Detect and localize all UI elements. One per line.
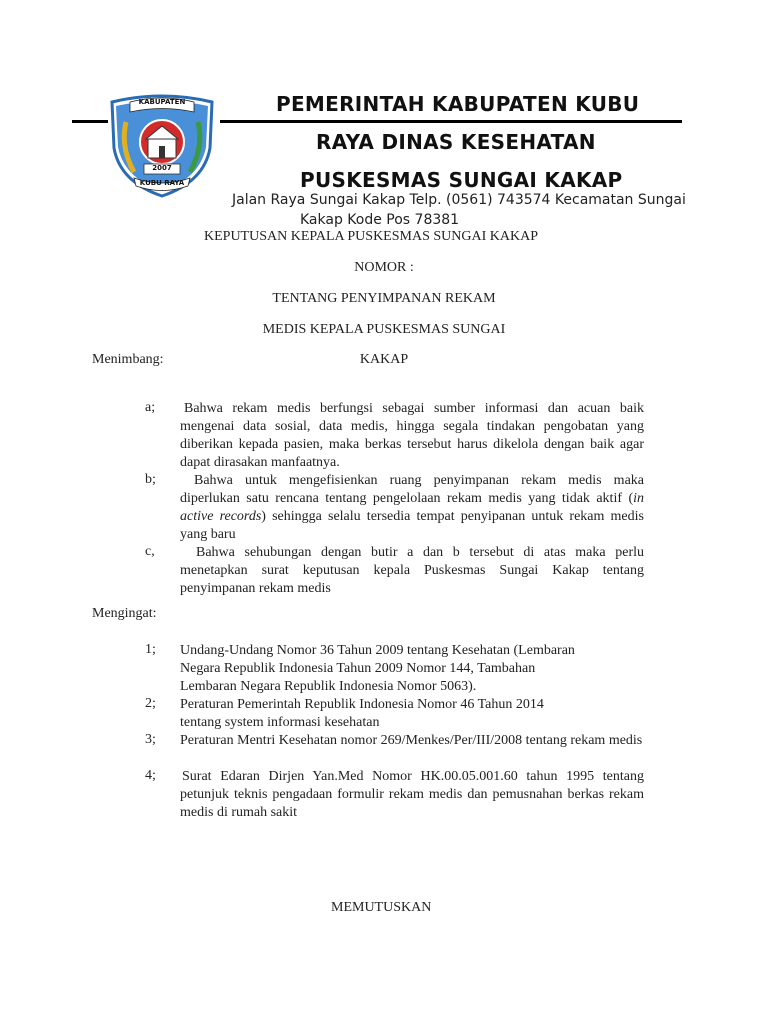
letterhead-rule-left xyxy=(72,120,108,123)
mengingat-item-1-text xyxy=(180,642,644,696)
menimbang-label: Menimbang: xyxy=(92,352,164,367)
mengingat-item-2-line-2: tentang system informasi kesehatan xyxy=(180,715,380,730)
letterhead-line-1: PEMERINTAH KABUPATEN KUBU xyxy=(276,92,640,116)
decree-about-3: KAKAP xyxy=(359,352,409,367)
menimbang-item-b-text xyxy=(180,472,644,544)
letterhead-rule-right xyxy=(220,120,682,123)
mengingat-item-1-number: 1; xyxy=(145,642,156,657)
menimbang-item-a-text xyxy=(180,400,644,472)
mengingat-item-2-line-1: Peraturan Pemerintah Republik Indonesia Nomor 46 Tahun 2014 xyxy=(180,697,544,712)
mengingat-item-4-number: 4; xyxy=(145,768,156,783)
memutuskan-heading: MEMUTUSKAN xyxy=(331,900,432,915)
mengingat-item-2-number: 2; xyxy=(145,696,156,711)
mengingat-item-4-body: Surat Edaran Dirjen Yan.Med Nomor HK.00.05.001.60 tahun 1995 tentang petunjuk teknis pengadaan formulir rekam medis dan pemusnahan berkas rekam medis di rumah sakit xyxy=(180,769,644,820)
menimbang-item-b-body-2: ) sehingga selalu tersedia tempat penyipanan untuk rekam medis yang baru xyxy=(180,509,644,542)
kubu-raya-emblem xyxy=(104,92,220,200)
letterhead-line-3: PUSKESMAS SUNGAI KAKAP xyxy=(300,168,623,192)
menimbang-item-a-number: a; xyxy=(145,400,156,415)
mengingat-item-3-number: 3; xyxy=(145,732,156,747)
mengingat-label: Mengingat: xyxy=(92,606,157,621)
decree-about-1: TENTANG PENYIMPANAN REKAM xyxy=(272,291,496,306)
letterhead-address-2: Kakap Kode Pos 78381 xyxy=(300,212,460,228)
menimbang-item-b-italic: in active records xyxy=(180,491,644,524)
menimbang-item-c-body: Bahwa sehubungan dengan butir a dan b tersebut di atas maka perlu menetapkan surat keputusan kepala Puskesmas Sungai Kakap tentang penyimpanan rekam medis xyxy=(180,545,644,596)
mengingat-item-4-text xyxy=(180,768,644,822)
menimbang-item-a-body: Bahwa rekam medis berfungsi sebagai sumber informasi dan acuan baik mengenai data sosial, data medis, hingga segala tindakan pengobatan yang diberikan kepada pasien, maka berkas tersebut harus dikelola dengan baik agar dapat dirasakan manfaatnya. xyxy=(180,401,644,470)
mengingat-item-3-text xyxy=(180,732,644,750)
menimbang-item-c-number: c, xyxy=(145,544,155,559)
mengingat-item-1-line-2: Negara Republik Indonesia Tahun 2009 Nomor 144, Tambahan xyxy=(180,661,536,676)
mengingat-item-1-line-1: Undang-Undang Nomor 36 Tahun 2009 tentang Kesehatan (Lembaran xyxy=(180,643,575,658)
decree-title: KEPUTUSAN KEPALA PUSKESMAS SUNGAI KAKAP xyxy=(204,229,538,244)
decree-about-2: MEDIS KEPALA PUSKESMAS SUNGAI xyxy=(262,322,506,337)
letterhead-line-2: RAYA DINAS KESEHATAN xyxy=(316,130,596,154)
menimbang-item-b-body-1: Bahwa untuk mengefisienkan ruang penyimpanan rekam medis maka diperlukan satu rencana tentang pengelolaan rekam medis yang tidak aktif ( xyxy=(180,473,644,506)
mengingat-item-3-body: Peraturan Mentri Kesehatan nomor 269/Menkes/Per/III/2008 tentang rekam medis xyxy=(180,733,643,748)
emblem-bottom-text: KUBU RAYA xyxy=(139,179,185,187)
emblem-year-text: 2007 xyxy=(152,164,172,172)
decree-number: NOMOR : xyxy=(354,260,414,275)
mengingat-item-1-line-3: Lembaran Negara Republik Indonesia Nomor 5063). xyxy=(180,679,477,694)
menimbang-item-c-text xyxy=(180,544,644,598)
mengingat-item-2-text xyxy=(180,696,644,732)
menimbang-item-b-number: b; xyxy=(145,472,156,487)
emblem-top-text: KABUPATEN xyxy=(138,98,186,106)
letterhead-address-1: Jalan Raya Sungai Kakap Telp. (0561) 743574 Kecamatan Sungai xyxy=(232,192,686,208)
